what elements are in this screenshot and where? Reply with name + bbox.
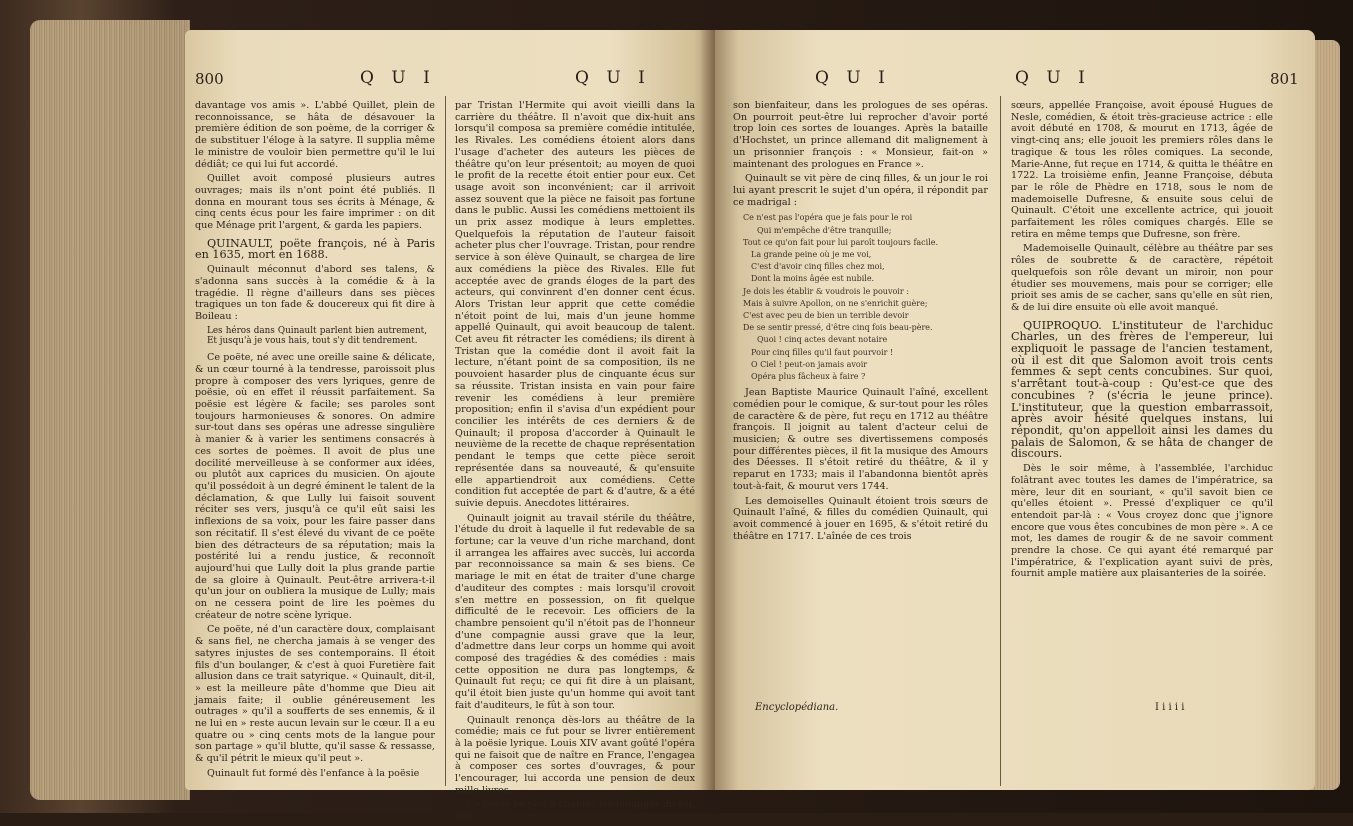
paragraph: Quinault se vit père de cinq filles, & un jour le roi lui ayant prescrit le sujet d'un opéra, il répondit par ce madrigal :: [733, 173, 988, 208]
entry-quiproquo: QUIPROQUO. L'instituteur de l'archiduc Charles, un des frères de l'empereur, lui expliquoit le passage de l'ancien testament, où il est dit que Salomon avoit trois cents femmes & sept cents concubines. Sur quoi, s'arrêtant tout-à-coup : Qu'est-ce que des concubines ? (s'écria le jeune prince). L'instituteur, que la question embarrassoit, après avoir hésité quelques instans, lui répondit, qu'on appelloit ainsi les dames du palais de Salomon, & se hâta de changer de discours.: [1011, 318, 1273, 461]
entry-heading: QUINAULT, poëte françois, né à Paris en 1635, mort en 1688.: [195, 236, 435, 262]
paragraph: Mademoiselle Quinault, célèbre au théâtre par ses rôles de soubrette & de caractère, répétoit quelquefois son rôle devant un miroir, non pour étudier ses mouvemens, mais pour se corriger; elle prioit ses amis de se cacher, sans qu'elle en sût rien, & de lui dire ensuite où elle avoit manqué.: [1011, 243, 1273, 313]
poem-line: O Ciel ! peut-on jamais avoir: [751, 359, 868, 369]
poem-line: Mais à suivre Apollon, on ne s'enrichit guère;: [743, 298, 928, 308]
poem-line: C'est avec peu de bien un terrible devoir: [743, 310, 909, 320]
poem-line: Dont la moins âgée est nubile.: [751, 274, 875, 284]
paragraph: Jean Baptiste Maurice Quinault l'aîné, excellent comédien pour le comique, & sur-tout pour les rôles de caractère & de père, fut reçu en 1712 au théâtre françois. Il joignit au talent d'acteur celui de musicien; & outre ses divertissemens composés pour différentes pièces, il fit la musique des Amours des Déesses. Il s'étoit retiré du théâtre, & il y reparut en 1733; mais il l'abandonna bientôt après tout-à-fait, & mourut vers 1744.: [733, 387, 988, 492]
right-column-2: [1011, 100, 1273, 583]
paragraph: son bienfaiteur, dans les prologues de ses opéras. On pourroit peut-être lui reprocher d'avoir porté trop loin ces sortes de louanges. Après la bataille d'Hochstet, un prince allemand dit malignement à un prisonnier françois : « Monsieur, fait-on » maintenant des prologues en France ».: [733, 100, 988, 170]
poem-line: Opéra plus fâcheux à faire ?: [751, 371, 866, 381]
right-page: [715, 30, 1315, 790]
running-head-left-2: Q U I: [575, 68, 651, 88]
left-column-1: [195, 100, 435, 783]
paragraph: davantage vos amis ». L'abbé Quillet, plein de reconnoissance, se hâta de désavouer la première édition de son poème, de la corriger & de substituer l'éloge à la satyre. Il supplia même le ministre de vouloir bien permettre qu'il le lui dédiât; ce qui lui fut accordé.: [195, 100, 435, 170]
page-edges-left: [30, 20, 190, 800]
paragraph: Quillet avoit composé plusieurs autres ouvrages; mais ils n'ont point été publiés. Il donna en mourant tous ses écrits à Ménage, & cinq cents écus pour les faire imprimer : on dit que Ménage prit l'argent, & garda les papiers.: [195, 173, 435, 232]
paragraph: Ce poëte, né d'un caractère doux, complaisant & sans fiel, ne chercha jamais à se venger des satyres injustes de ses contemporains. Il étoit fils d'un boulanger, & c'est à quoi Furetière fait allusion dans ce trait satyrique. « Quinault, dit-il, » est la meilleure pâte d'homme que Dieu ait jamais faite; il oublie généreusement les outrages » qu'il a soufferts de ses ennemis, & il ne lui en » reste aucun levain sur le cœur. Il a eu quatre ou » cinq cents mots de la langue pour son partage » qu'il blutte, qu'il sasse & ressasse, & qu'il pétrit le mieux qu'il peut ».: [195, 624, 435, 765]
paragraph: Les demoiselles Quinault étoient trois sœurs de Quinault l'aîné, & filles du comédien Quinault, qui avoit commencé à jouer en 1695, & s'étoit retiré du théâtre en 1717. L'aînée de ces trois: [733, 495, 988, 542]
running-head-right-2: Q U I: [1015, 68, 1091, 88]
poem-line: Tout ce qu'on fait pour lui paroît toujours facile.: [743, 237, 939, 247]
poem-line: Qui m'empêche d'être tranquille;: [757, 225, 892, 235]
running-head-left: Q U I: [360, 68, 436, 88]
poem-line: Ce n'est pas l'opéra que je fais pour le roi: [743, 213, 913, 223]
paragraph: Quinault méconnut d'abord ses talens, & s'adonna sans succès à la comédie & à la tragédie. Il règne d'ailleurs dans ses pièces tragiques un ton fade & doucereux qui fit dire à Boileau :: [195, 264, 435, 322]
poem-line: La grande peine où je me voi,: [751, 249, 872, 259]
poem-line: Quoi ! cinq actes devant notaire: [757, 335, 888, 345]
running-head-right: Q U I: [815, 68, 891, 88]
poem-line: Je dois les établir & voudrois le pouvoir :: [743, 286, 909, 296]
paragraph: Ce poëte se plut à chanter les louanges du roi, son: [455, 799, 695, 823]
left-page: [185, 30, 715, 823]
madrigal-poem: [743, 212, 988, 383]
paragraph: Quinault fut formé dès l'enfance à la poësie: [207, 767, 420, 779]
quote: Les héros dans Quinault parlent bien autrement, Et jusqu'à je vous hais, tout s'y dit tendrement.: [207, 325, 427, 347]
poem-line: C'est d'avoir cinq filles chez moi,: [751, 262, 885, 272]
poem-line: De se sentir pressé, d'être cinq fois beau-père.: [743, 323, 933, 333]
right-column-1: [733, 100, 988, 545]
page-number-right: 801: [1270, 70, 1299, 88]
paragraph: par Tristan l'Hermite qui avoit vieilli dans la carrière du théâtre. Il n'avoit que dix-huit ans lorsqu'il composa sa première comédie intitulée, les Rivales. Les comédiens étoient alors dans l'usage d'acheter des auteurs les pièces de théâtre qu'on leur présentoit; au moyen de quoi le profit de la recette étoit entier pour eux. Cet usage avoit son inconvénient; car il arrivoit assez souvent que la pièce ne faisoit pas fortune dans le public. Aussi les comédiens mettoient ils un prix assez modique à leurs emplettes. Quelquefois la réputation de l'auteur faisoit acheter plus cher l'ouvrage. Tristan, pour rendre service à son élève Quinault, se chargea de lire aux comédiens la pièce des Rivales. Elle fut acceptée avec de grands éloges de la part des acteurs, qui convinrent d'en donner cent écus. Alors Tristan leur apprit que cette comédie n'étoit point de lui, mais d'un jeune homme appellé Quinault, qui avoit beaucoup de talent. Cet aveu fit rétracter les comédiens; ils dirent à Tristan que la comédie dont il avoit fait la lecture, n'étant point de sa composition, ils ne pouvoient hasarder plus de cinquante écus sur sa réussite. Tristan insista en vain pour faire revenir les comédiens à leur première proposition; enfin il s'avisa d'un expédient pour concilier les intérêts de ces derniers & de Quinault; il proposa d'accorder à Quinault le neuvième de la recette de chaque représentation pendant le temps que cette pièce seroit représentée dans sa nouveauté, & qu'ensuite elle appartiendroit aux comédiens. Cette condition fut acceptée de part & d'autre, & a été suivie depuis. Anecdotes littéraires.: [455, 100, 695, 509]
column-rule-right: [1000, 96, 1001, 786]
page-number-left: 800: [195, 70, 224, 88]
paragraph: Ce poëte, né avec une oreille saine & délicate, & un cœur tourné à la tendresse, paroissoit plus propre à composer des vers lyriques, genre de poësie, où en effet il réussit parfaitement. Sa poësie est légère & facile; ses paroles sont toujours harmonieuses & sonores. On admire sur-tout dans ses opéras une adresse singulière à manier & à varier les sentimens consacrés à ces sortes de poèmes. Il avoit de plus une docilité merveilleuse à se conformer aux idées, ou plutôt aux caprices du musicien. On ajoute qu'il possédoit à un degré éminent le talent de la déclamation, & que Lully lui faisoit souvent réciter ses vers, jusqu'à ce qu'il eût saisi les inflexions de sa voix, pour les faire passer dans son récitatif. Il s'est élevé du vivant de ce poëte bien des détracteurs de sa réputation; mais la postérité lui a rendu justice, & reconnoît aujourd'hui que Lully doit la plus grande partie de sa gloire à Quinault. Peut-être arrivera-t-il qu'un jour on oubliera la musique de Lully; mais on ne cessera point de lire les poèmes du créateur de notre scène lyrique.: [195, 352, 435, 621]
paragraph: Quinault renonça dès-lors au théâtre de la comédie; mais ce fut pour se livrer entièrement à la poësie lyrique. Louis XIV avant goûté l'opéra qui ne faisoit que de naître en France, l'engagea à composer ces sortes d'ouvrages, & pour l'encourager, lui accorda une pension de deux mille livres.: [455, 714, 695, 796]
paragraph: sœurs, appellée Françoise, avoit épousé Hugues de Nesle, comédien, & étoit très-gracieuse actrice : elle avoit débuté en 1708, & mourut en 1713, âgée de vingt-cinq ans; elle jouoit les premiers rôles dans le tragique & tous les rôles comiques. La seconde, Marie-Anne, fut reçue en 1714, & quitta le théâtre en 1722. La troisième enfin, Jeanne Françoise, débuta par le rôle de Phèdre en 1718, sous le nom de mademoiselle Dufresne, & ensuite sous celui de Quinault. C'étoit une excellente actrice, qui jouoit parfaitement les rôles comiques chargés. Elle se retira en même temps que Dufresne, son frère.: [1011, 100, 1273, 240]
paragraph: Quinault joignit au travail stérile du théâtre, l'étude du droit à laquelle il fut redevable de sa fortune; car la veuve d'un riche marchand, dont il arrangea les affaires avec succès, lui accorda par reconnoissance sa main & ses biens. Ce mariage le mit en état de traiter d'une charge d'auditeur des comptes : mais lorsqu'il crovoit s'en mettre en possession, on fit quelque difficulté de le recevoir. Les officiers de la chambre pensoient qu'il n'étoit pas de l'honneur d'une compagnie aussi grave que la leur, d'admettre dans leur corps un homme qui avoit composé des tragédies & des comédies : mais cette opposition ne dura pas longtemps, & Quinault fut reçu; ce qui fit dire à un plaisant, qu'il étoit bien juste qu'un homme qui avoit tant fait d'auditeurs, le fût à son tour.: [455, 512, 695, 711]
footer-signature-left: Encyclopédiana.: [755, 702, 839, 713]
left-column-2: [455, 100, 695, 826]
paragraph: Dès le soir même, à l'assemblée, l'archiduc folâtrant avec toutes les dames de l'impératrice, sa mère, leur dit en souriant, « qu'il savoit bien ce qu'elles étoient ». Pressé d'expliquer ce qu'il entendoit par-là : « Vous croyez donc que j'ignore encore que vous êtes concubines de mon père ». A ce mot, les dames de rougir & de ne savoir comment prendre la chose. Ce qui ayant été remarqué par l'impératrice, & l'explication ayant suivi de près, fournit ample matière aux plaisanteries de la soirée.: [1011, 463, 1273, 580]
poem-line: Pour cinq filles qu'il faut pourvoir !: [751, 347, 894, 357]
column-rule-left: [445, 96, 446, 786]
footer-signature-mark: I i i i i: [1155, 702, 1185, 713]
